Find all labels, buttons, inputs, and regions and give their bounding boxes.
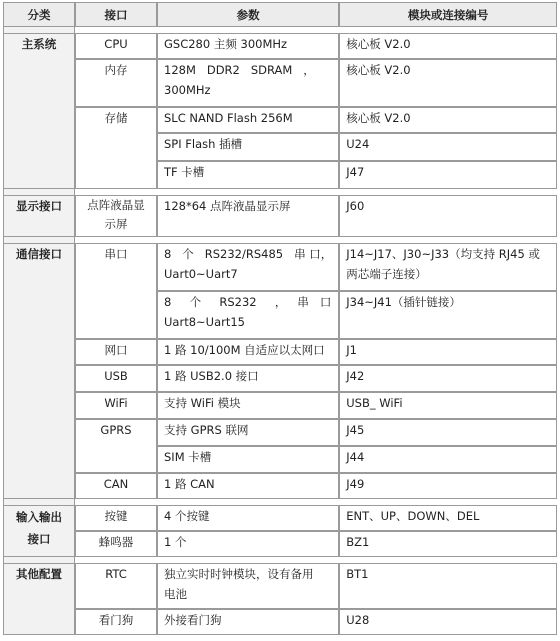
header-row [3, 2, 557, 27]
table-row [3, 563, 557, 609]
param-gprs: 支持 GPRS 联网 [157, 419, 339, 446]
table-row [3, 59, 557, 107]
table-row [3, 392, 557, 419]
module-ethernet: J1 [339, 339, 557, 365]
param-keys: 4 个按键 [157, 505, 339, 531]
iface-lcd-line1: 点阵液晶显 [87, 198, 145, 212]
table-row [3, 419, 557, 446]
param-memory [157, 59, 339, 107]
table-row [3, 339, 557, 365]
category-other: 其他配置 [3, 563, 75, 635]
param-serial-2-line2: Uart8~Uart15 [164, 315, 245, 329]
module-cpu: 核心板 V2.0 [339, 33, 557, 59]
category-io-line1: 输入输出 [16, 510, 62, 524]
category-io [3, 505, 75, 557]
module-wifi: USB_ WiFi [339, 392, 557, 419]
iface-memory: 内存 [75, 59, 157, 107]
table-row [3, 531, 557, 557]
module-serial-1 [339, 243, 557, 291]
category-main-system: 主系统 [3, 33, 75, 189]
param-serial-1 [157, 243, 339, 291]
iface-can: CAN [75, 473, 157, 499]
table-row [3, 473, 557, 499]
iface-buzzer: 蜂鸣器 [75, 531, 157, 557]
param-rtc [157, 563, 339, 609]
header-interface: 接口 [75, 2, 157, 27]
category-display: 显示接口 [3, 195, 75, 237]
param-spi-flash: SPI Flash 插槽 [157, 133, 339, 161]
param-serial-2 [157, 291, 339, 339]
module-watchdog: U28 [339, 609, 557, 635]
module-memory: 核心板 V2.0 [339, 59, 557, 107]
iface-lcd [75, 195, 157, 237]
param-rtc-line1: 独立实时时钟模块，设有备用 [164, 567, 314, 581]
module-serial-1-line2: 两芯端子连接） [346, 267, 427, 281]
param-can: 1 路 CAN [157, 473, 339, 499]
table-row [3, 243, 557, 291]
param-memory-line2: 300MHz [164, 83, 211, 97]
header-category: 分类 [3, 2, 75, 27]
table-row [3, 107, 557, 133]
table-row [3, 33, 557, 59]
iface-lcd-line2: 示屏 [104, 217, 128, 231]
iface-gprs: GPRS [75, 419, 157, 473]
iface-rtc: RTC [75, 563, 157, 609]
iface-usb: USB [75, 365, 157, 392]
iface-keys: 按键 [75, 505, 157, 531]
param-sim: SIM 卡槽 [157, 446, 339, 473]
param-ethernet: 1 路 10/100M 自适应以太网口 [157, 339, 339, 365]
param-wifi: 支持 WiFi 模块 [157, 392, 339, 419]
spec-table [3, 2, 557, 635]
module-buzzer: BZ1 [339, 531, 557, 557]
table-row [3, 609, 557, 635]
param-usb: 1 路 USB2.0 接口 [157, 365, 339, 392]
module-keys: ENT、UP、DOWN、DEL [339, 505, 557, 531]
module-lcd: J60 [339, 195, 557, 237]
param-tf-slot: TF 卡槽 [157, 161, 339, 189]
iface-storage: 存储 [75, 107, 157, 189]
param-serial-1-line2: Uart0~Uart7 [164, 267, 238, 281]
module-tf-slot: J47 [339, 161, 557, 189]
iface-serial: 串口 [75, 243, 157, 339]
module-serial-1-line1: J14~J17、J30~J33（均支持 RJ45 或 [346, 247, 540, 261]
param-rtc-line2: 电池 [164, 587, 187, 601]
param-serial-2-line1: 8 个 RS232 ， 串 口 [164, 295, 332, 309]
header-parameter: 参数 [157, 2, 339, 27]
param-serial-1-line1: 8 个 RS232/RS485 串 口， [164, 247, 333, 261]
iface-cpu: CPU [75, 33, 157, 59]
table-row [3, 365, 557, 392]
table-row [3, 505, 557, 531]
param-buzzer: 1 个 [157, 531, 339, 557]
iface-ethernet: 网口 [75, 339, 157, 365]
category-comm: 通信接口 [3, 243, 75, 499]
module-can: J49 [339, 473, 557, 499]
category-io-line2: 接口 [27, 532, 51, 546]
param-nand: SLC NAND Flash 256M [157, 107, 339, 133]
param-lcd: 128*64 点阵液晶显示屏 [157, 195, 339, 237]
param-cpu: GSC280 主频 300MHz [157, 33, 339, 59]
iface-watchdog: 看门狗 [75, 609, 157, 635]
header-module: 模块或连接编号 [339, 2, 557, 27]
table-row [3, 195, 557, 237]
param-watchdog: 外接看门狗 [157, 609, 339, 635]
module-sim: J44 [339, 446, 557, 473]
module-gprs: J45 [339, 419, 557, 446]
param-memory-line1: 128M DDR2 SDRAM ， [164, 63, 315, 77]
module-rtc: BT1 [339, 563, 557, 609]
iface-wifi: WiFi [75, 392, 157, 419]
module-serial-2: J34~J41（插针链接） [339, 291, 557, 339]
module-usb: J42 [339, 365, 557, 392]
module-spi-flash: U24 [339, 133, 557, 161]
module-nand: 核心板 V2.0 [339, 107, 557, 133]
